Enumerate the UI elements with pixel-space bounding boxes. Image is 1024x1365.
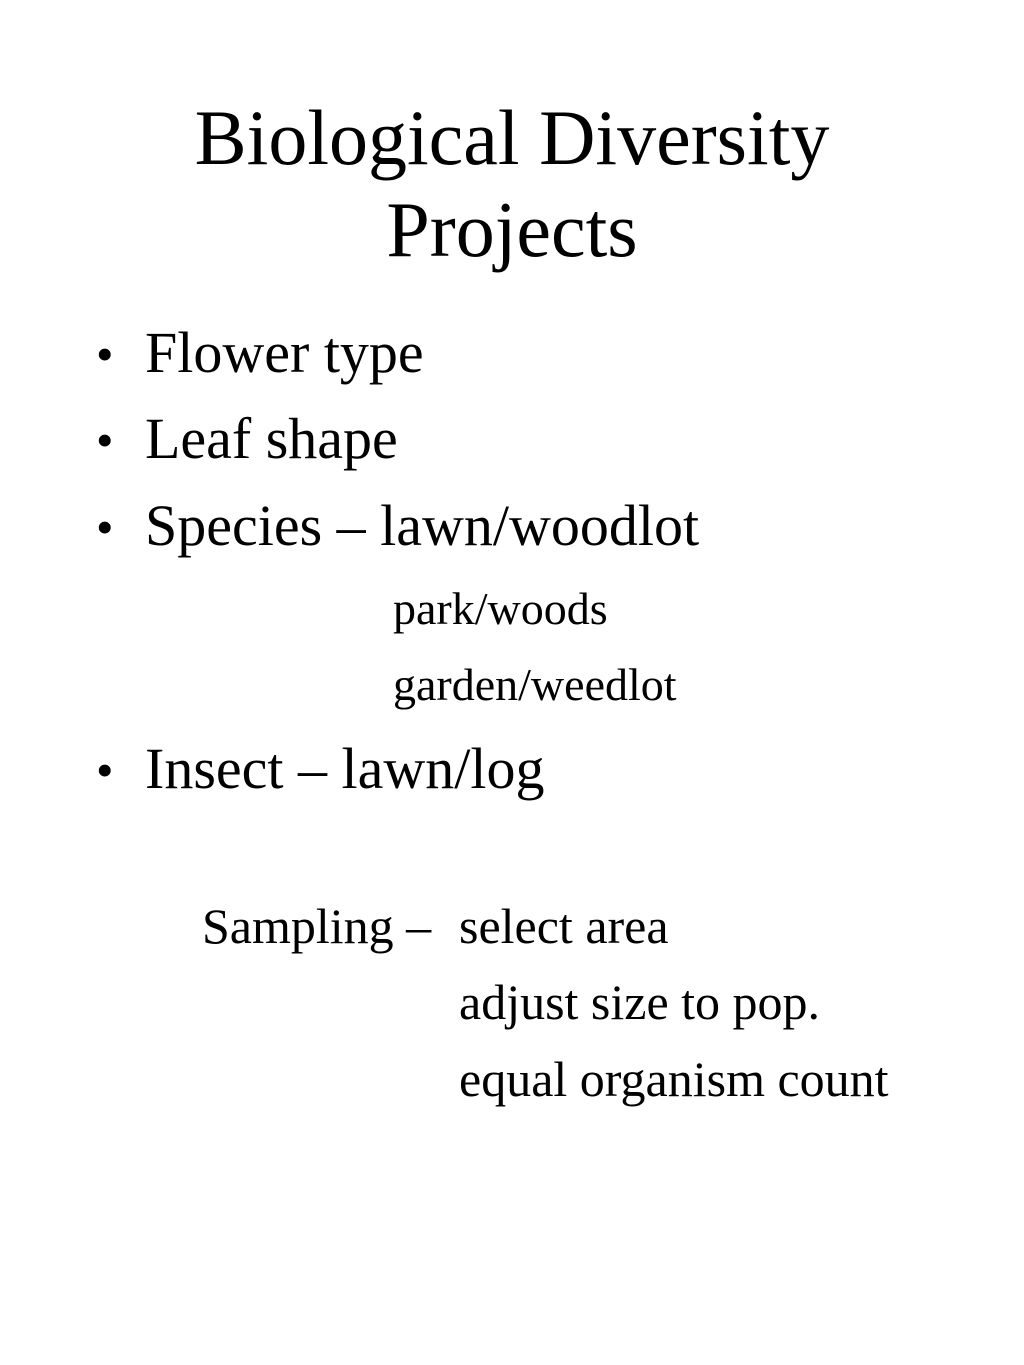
bullet-marker: • [96, 326, 114, 382]
bullet-item-species: Species – lawn/woodlot [145, 493, 700, 558]
bullet-item-insect: Insect – lawn/log [145, 736, 545, 801]
bullet-item-flower-type: Flower type [145, 320, 424, 385]
title-line-1: Biological Diversity [194, 94, 830, 181]
bullet-marker: • [96, 742, 114, 798]
sampling-label: Sampling – [202, 898, 432, 954]
bullet-marker: • [96, 499, 114, 555]
species-sub-garden-weedlot: garden/weedlot [393, 659, 677, 710]
species-sub-park-woods: park/woods [393, 583, 608, 634]
bullet-marker: • [96, 412, 114, 468]
sampling-item: select area [459, 898, 669, 954]
sampling-item: adjust size to pop. [459, 974, 821, 1030]
slide-title [0, 92, 1024, 276]
title-line-2: Projects [386, 186, 638, 273]
sampling-item: equal organism count [459, 1051, 889, 1107]
bullet-item-leaf-shape: Leaf shape [145, 406, 398, 471]
